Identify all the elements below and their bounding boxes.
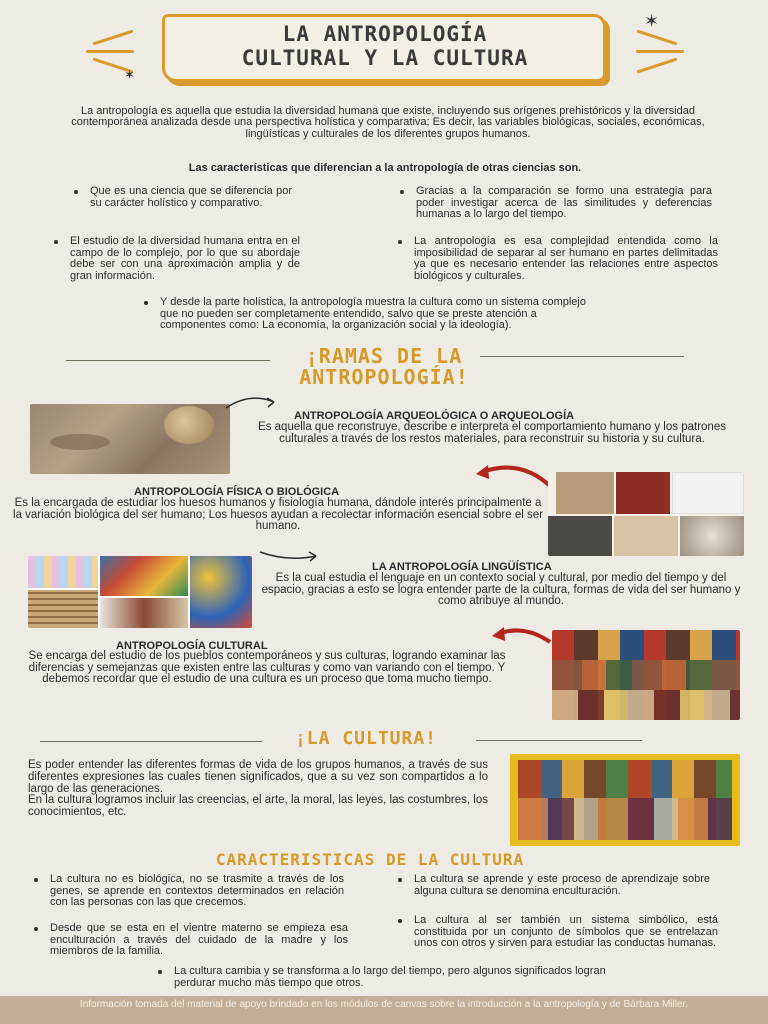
- rama-heading-linguistica: LA ANTROPOLOGÍA LINGÜÍSTICA: [372, 561, 552, 573]
- archaeology-photo: [30, 404, 230, 474]
- rama-heading-cultural: ANTROPOLOGÍA CULTURAL: [116, 640, 268, 652]
- divider: [40, 741, 262, 742]
- list-item: La cultura se aprende y este proceso de aprendizaje sobre alguna cultura se denomina enculturación.: [414, 873, 710, 897]
- page-title: LA ANTROPOLOGÍA CULTURAL Y LA CULTURA: [241, 22, 529, 70]
- rama-heading-fisica: ANTROPOLOGÍA FÍSICA O BIOLÓGICA: [134, 486, 340, 498]
- characteristics-left-list: [90, 186, 292, 209]
- list-item: El estudio de la diversidad humana entra en el campo de lo complejo, por lo que su abordaje debe ser con una aproximación amplia y de gran información.: [70, 235, 300, 282]
- cultura-right-list: [414, 915, 718, 950]
- characteristics-right-list: [414, 236, 718, 282]
- caracteristicas-title: CARACTERISTICAS DE LA CULTURA: [215, 850, 525, 869]
- list-item: Y desde la parte holística, la antropología muestra la cultura como un sistema complejo que no pueden ser completamente entendido, salvo que se preste atención a componentes como: La economía, la organización social y la ideología).: [160, 297, 605, 332]
- arrow-red-icon: [472, 460, 556, 494]
- cultura-left-list: [50, 874, 344, 909]
- arrow-icon: [222, 392, 282, 414]
- sparkle-icon: ✶: [124, 67, 135, 82]
- intro-paragraph: La antropología es aquella que estudia la diversidad humana que existe, incluyendo sus orígenes prehistóricos y la diversidad contemporánea analizada desde una perspectiva holística y comparativa; Es decir, las variables biológicas, sociales, económicas, lingüísticas y culturales de los diferentes grupos humanos.: [71, 105, 705, 140]
- characteristics-left-list: [70, 236, 300, 282]
- arrow-red-icon: [488, 624, 554, 650]
- cultura-left-list: [50, 923, 348, 958]
- list-item: La cultura cambia y se transforma a lo largo del tiempo, pero algunos significados logran perdurar mucho más tiempo que otros.: [174, 966, 624, 989]
- rama-heading-arqueologia: ANTROPOLOGÍA ARQUEOLÓGICA O ARQUEOLOGÍA: [294, 410, 575, 422]
- rama-body-arqueologia: Es aquella que reconstruye, describe e interpreta el comportamiento humano y los patrones culturales a través de los restos materiales, para reconstruir su historia y su cultura.: [258, 421, 726, 445]
- rama-body-cultural: Se encarga del estudio de los pueblos contemporáneos y sus culturas, logrando examinar las diferencias y semejanzas que existen entre las culturas y como van variando con el tiempo. Y debemos recordar que el estudio de una cultura es un proceso que toma mucho tiempo.: [28, 650, 506, 686]
- cultural-faces-collage: [552, 630, 740, 720]
- decor-ray: [636, 50, 684, 53]
- list-item: La antropología es esa complejidad entendida como la imposibilidad de separar al ser humano en partes delimitadas ya que es necesario entender las relaciones entre aspectos biológicos y culturales.: [414, 235, 718, 282]
- cultura-title: ¡LA CULTURA!: [294, 728, 438, 749]
- sparkle-icon: ✶: [644, 11, 660, 31]
- linguistics-collage: [28, 556, 252, 628]
- divider: [476, 740, 642, 741]
- decor-ray: [93, 30, 134, 46]
- decor-ray: [86, 50, 134, 53]
- list-item: Que es una ciencia que se diferencia por su carácter holístico y comparativo.: [90, 185, 292, 209]
- characteristics-center-list: [160, 297, 605, 332]
- characteristics-right-list: [416, 186, 712, 221]
- list-item: La cultura no es biológica, no se trasmite a través de los genes, se aprende en contextos determinados en relación con las personas con las que crecemos.: [50, 873, 344, 909]
- footer-source: Información tomada del material de apoyo brindado en los módulos de canvas sobre la introducción a la antropología y de Bárbara Miller.: [0, 996, 768, 1024]
- list-item: La cultura al ser también un sistema simbólico, está constituida por un conjunto de símbolos que se entrelazan unos con otros y sirven para estudiar las conductas humanas.: [414, 914, 718, 950]
- list-item: Gracias a la comparación se formo una estrategia para poder investigar acerca de las similitudes y deferencias humanas a lo largo del tiempo.: [416, 185, 712, 221]
- decor-ray: [637, 30, 678, 46]
- list-item: Desde que se esta en el vientre materno se empieza esa enculturación a través del cuidado de la madre y los miembros de la familia.: [50, 922, 348, 958]
- rama-body-linguistica: Es la cual estudia el lenguaje en un contexto social y cultural, por medio del tiempo y del espacio, gracias a esto se logra entender parte de la cultura, formas de vida del ser humano y como atribuye al mundo.: [261, 572, 741, 608]
- culture-collage: [510, 754, 740, 846]
- physical-anthropology-collage: [548, 472, 744, 556]
- cultura-body: Es poder entender las diferentes formas de vida de los grupos humanos, a través de sus diferentes expresiones las cuales tienen significados, que a su vez son compartidos a lo largo de las generaciones. En la cultura logramos incluir las creencias, el arte, la moral, las leyes, las costumbres, los conocimientos, etc.: [28, 759, 488, 819]
- rama-body-fisica: Es la encargada de estudiar los huesos humanos y fisiología humana, dándole interés principalmente a la variación biológica del ser humano; Los huesos ayudan a recolectar información esencial sobre el ser humano.: [13, 497, 543, 533]
- characteristics-heading: Las características que diferencian a la antropología de otras ciencias son.: [188, 162, 582, 174]
- cultura-center-list: [174, 966, 624, 989]
- ramas-title: ¡RAMAS DE LA ANTROPOLOGÍA!: [299, 344, 469, 389]
- cultura-right-list: [414, 874, 710, 897]
- decor-ray: [637, 58, 678, 74]
- arrow-icon: [256, 546, 322, 566]
